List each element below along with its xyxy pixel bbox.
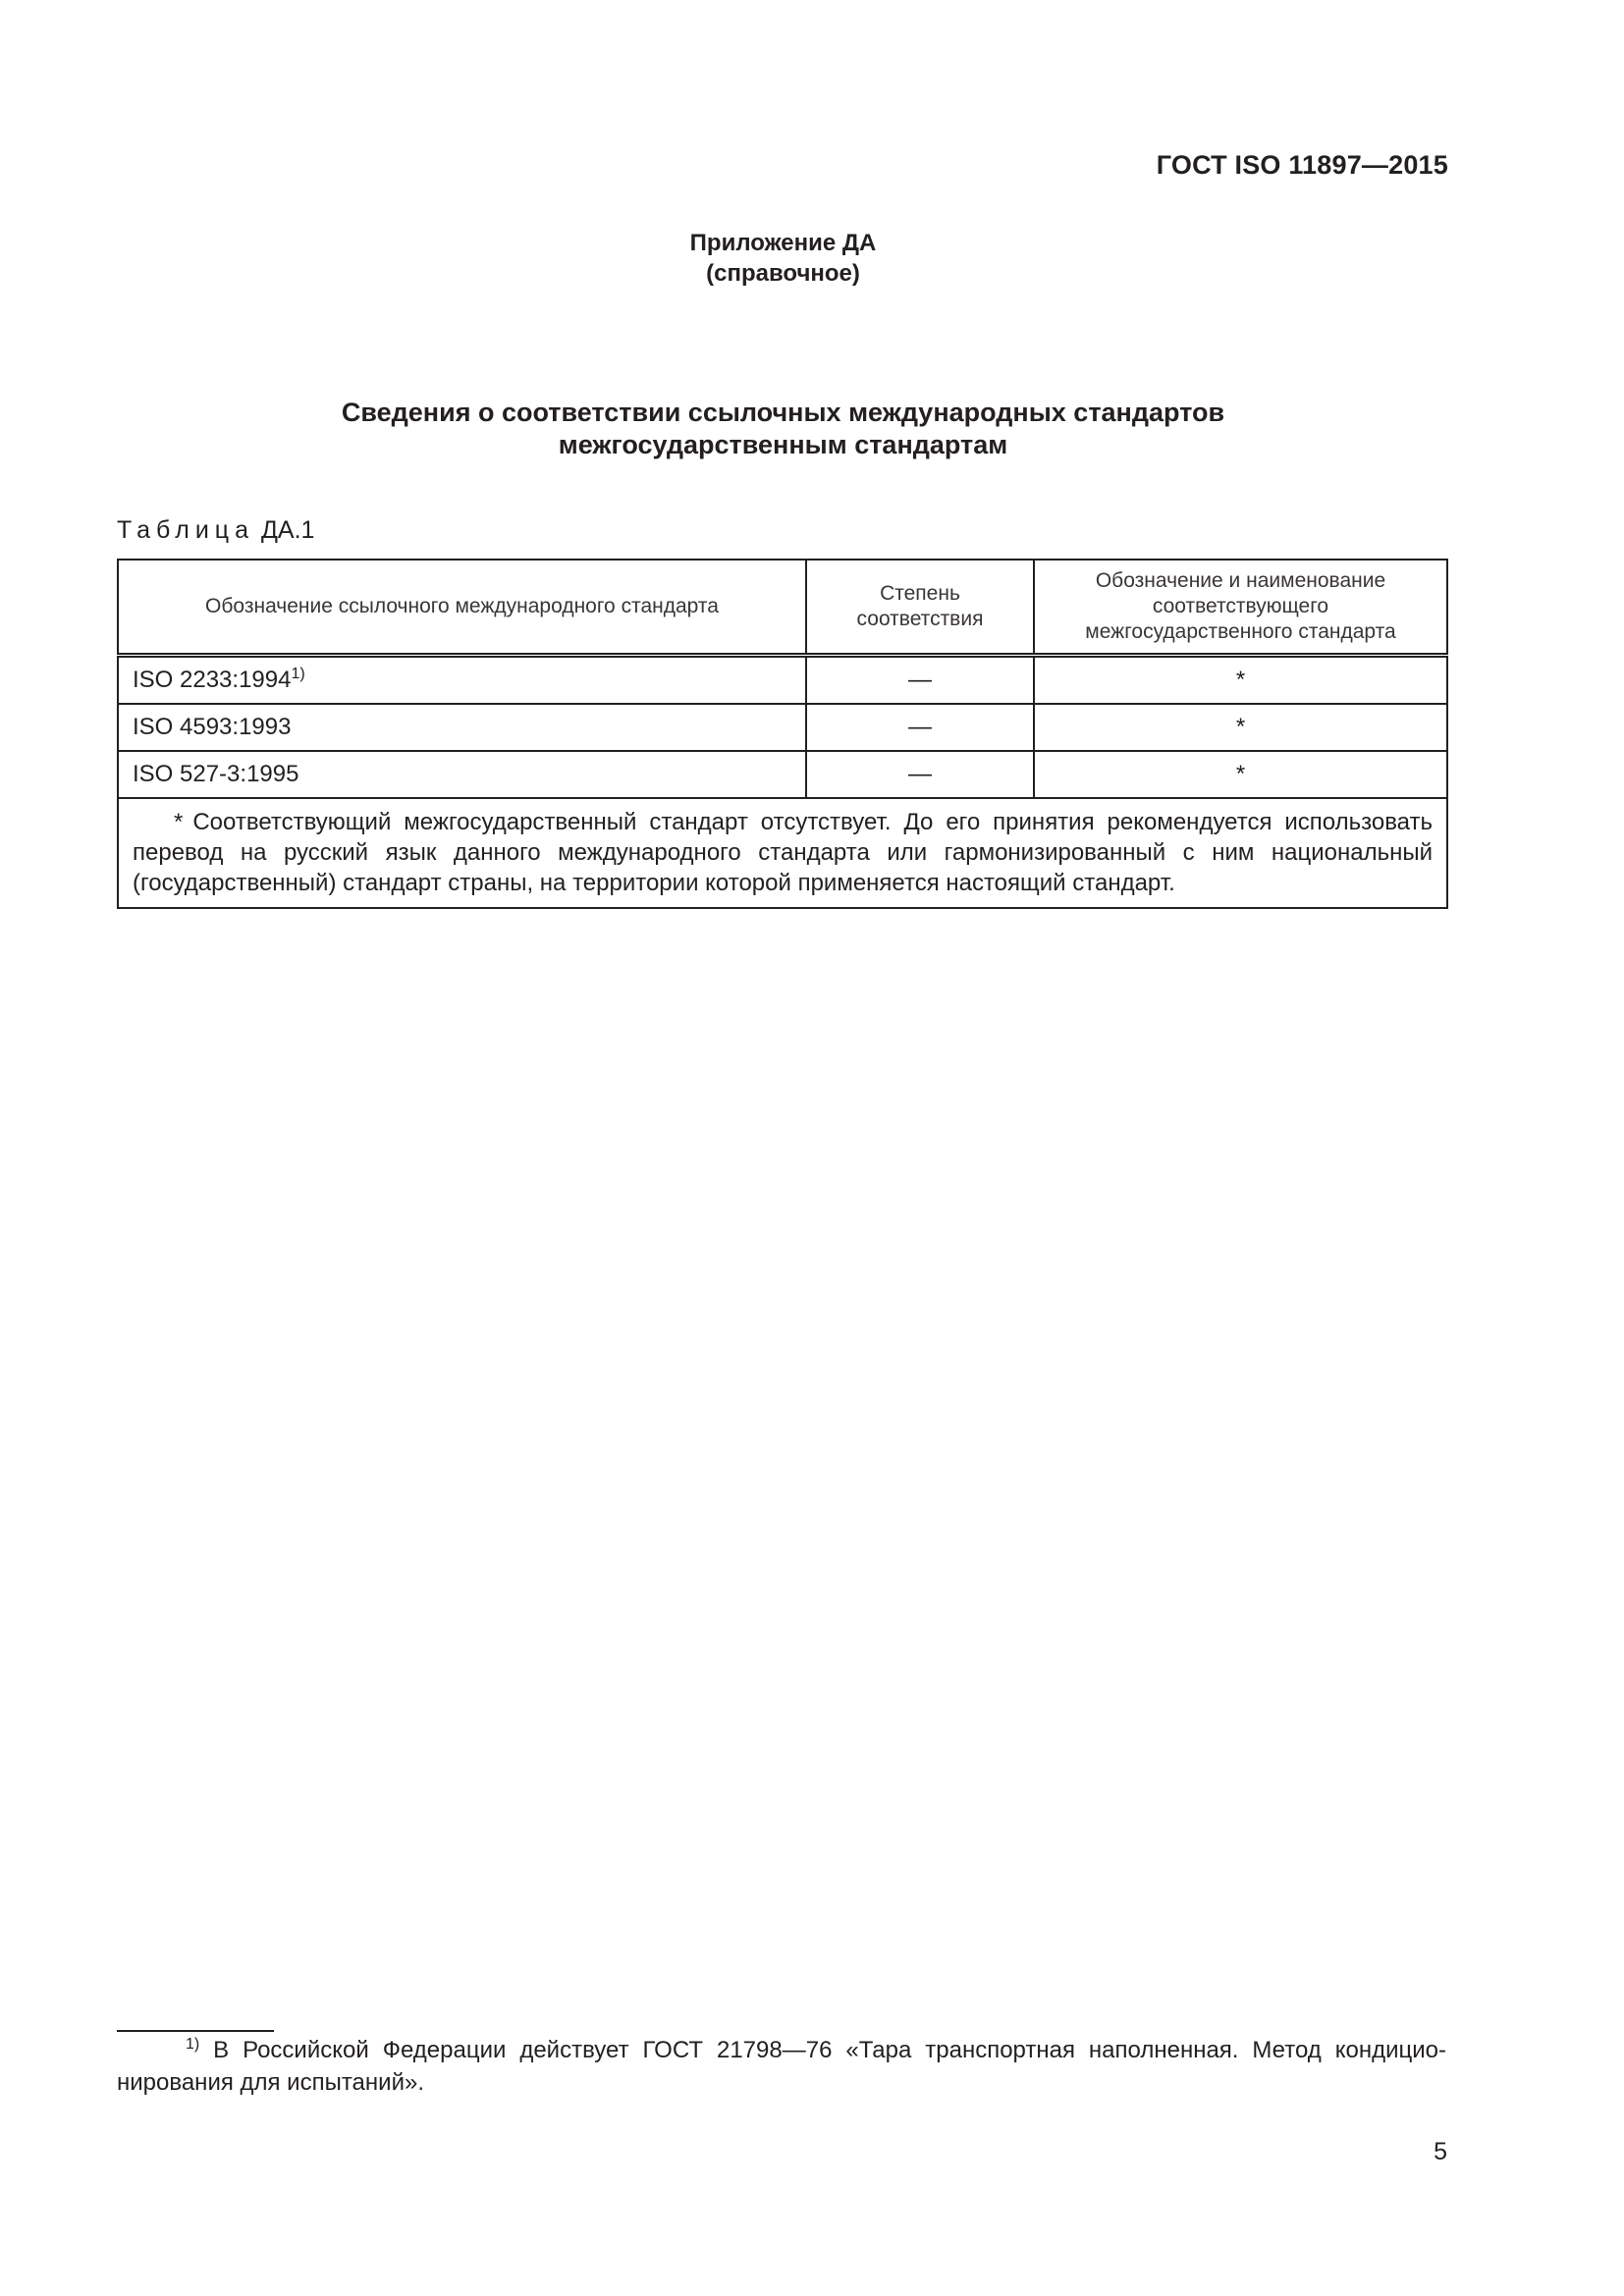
table-note-row	[118, 798, 1447, 908]
cell-degree: —	[806, 751, 1034, 798]
cell-standard	[118, 656, 806, 705]
header-cell-equivalent: Обозначение и наименование соответствующего межгосударственного стандарта	[1034, 560, 1447, 656]
table-header-row	[118, 560, 1447, 656]
cell-degree: —	[806, 656, 1034, 705]
cell-degree: —	[806, 704, 1034, 751]
header-cell-standard: Обозначение ссылочного международного стандарта	[118, 560, 806, 656]
standards-correspondence-table	[117, 559, 1448, 909]
table-row	[118, 704, 1447, 751]
table-caption-id: ДА.1	[260, 516, 315, 544]
appendix-title: Приложение ДА	[689, 230, 877, 256]
note-asterisk: *	[174, 809, 184, 835]
appendix-heading	[0, 228, 1566, 289]
table-caption	[117, 516, 314, 545]
footnote-separator	[117, 2030, 274, 2032]
footnote-mark: 1)	[186, 2036, 200, 2053]
footnote-text: В Российской Федерации действует ГОСТ 21798—76 «Тара транспортная наполненная. Метод кондиционирования для испытаний».	[117, 2037, 1446, 2096]
footnote-reference-mark: 1)	[291, 666, 305, 682]
document-code-header: ГОСТ ISO 11897—2015	[1156, 150, 1448, 180]
table-note	[118, 798, 1447, 908]
footnote	[117, 2034, 1446, 2099]
document-title-line-2: межгосударственным стандартам	[558, 430, 1008, 459]
document-title-line-1: Сведения о соответствии ссылочных международных стандартов	[341, 398, 1225, 427]
cell-standard: ISO 4593:1993	[118, 704, 806, 751]
header-cell-degree: Степень соответствия	[806, 560, 1034, 656]
table-row	[118, 656, 1447, 705]
note-text: Соответствующий межгосударственный стандарт отсутствует. До его принятия рекомендуется использовать перевод на русский язык данного международного стандарта или гармонизированный с ним национальный (государственный) стандарт страны, на территории которой применяется настоящий стандарт.	[133, 809, 1433, 896]
document-title	[0, 397, 1566, 461]
cell-standard: ISO 527-3:1995	[118, 751, 806, 798]
page-number: 5	[1434, 2138, 1447, 2165]
appendix-subtitle: (справочное)	[706, 260, 860, 287]
table-row	[118, 751, 1447, 798]
cell-equivalent: *	[1034, 656, 1447, 705]
cell-equivalent: *	[1034, 751, 1447, 798]
table-caption-word: Таблица	[117, 516, 255, 544]
cell-equivalent: *	[1034, 704, 1447, 751]
standard-designation: ISO 2233:1994	[133, 667, 292, 693]
